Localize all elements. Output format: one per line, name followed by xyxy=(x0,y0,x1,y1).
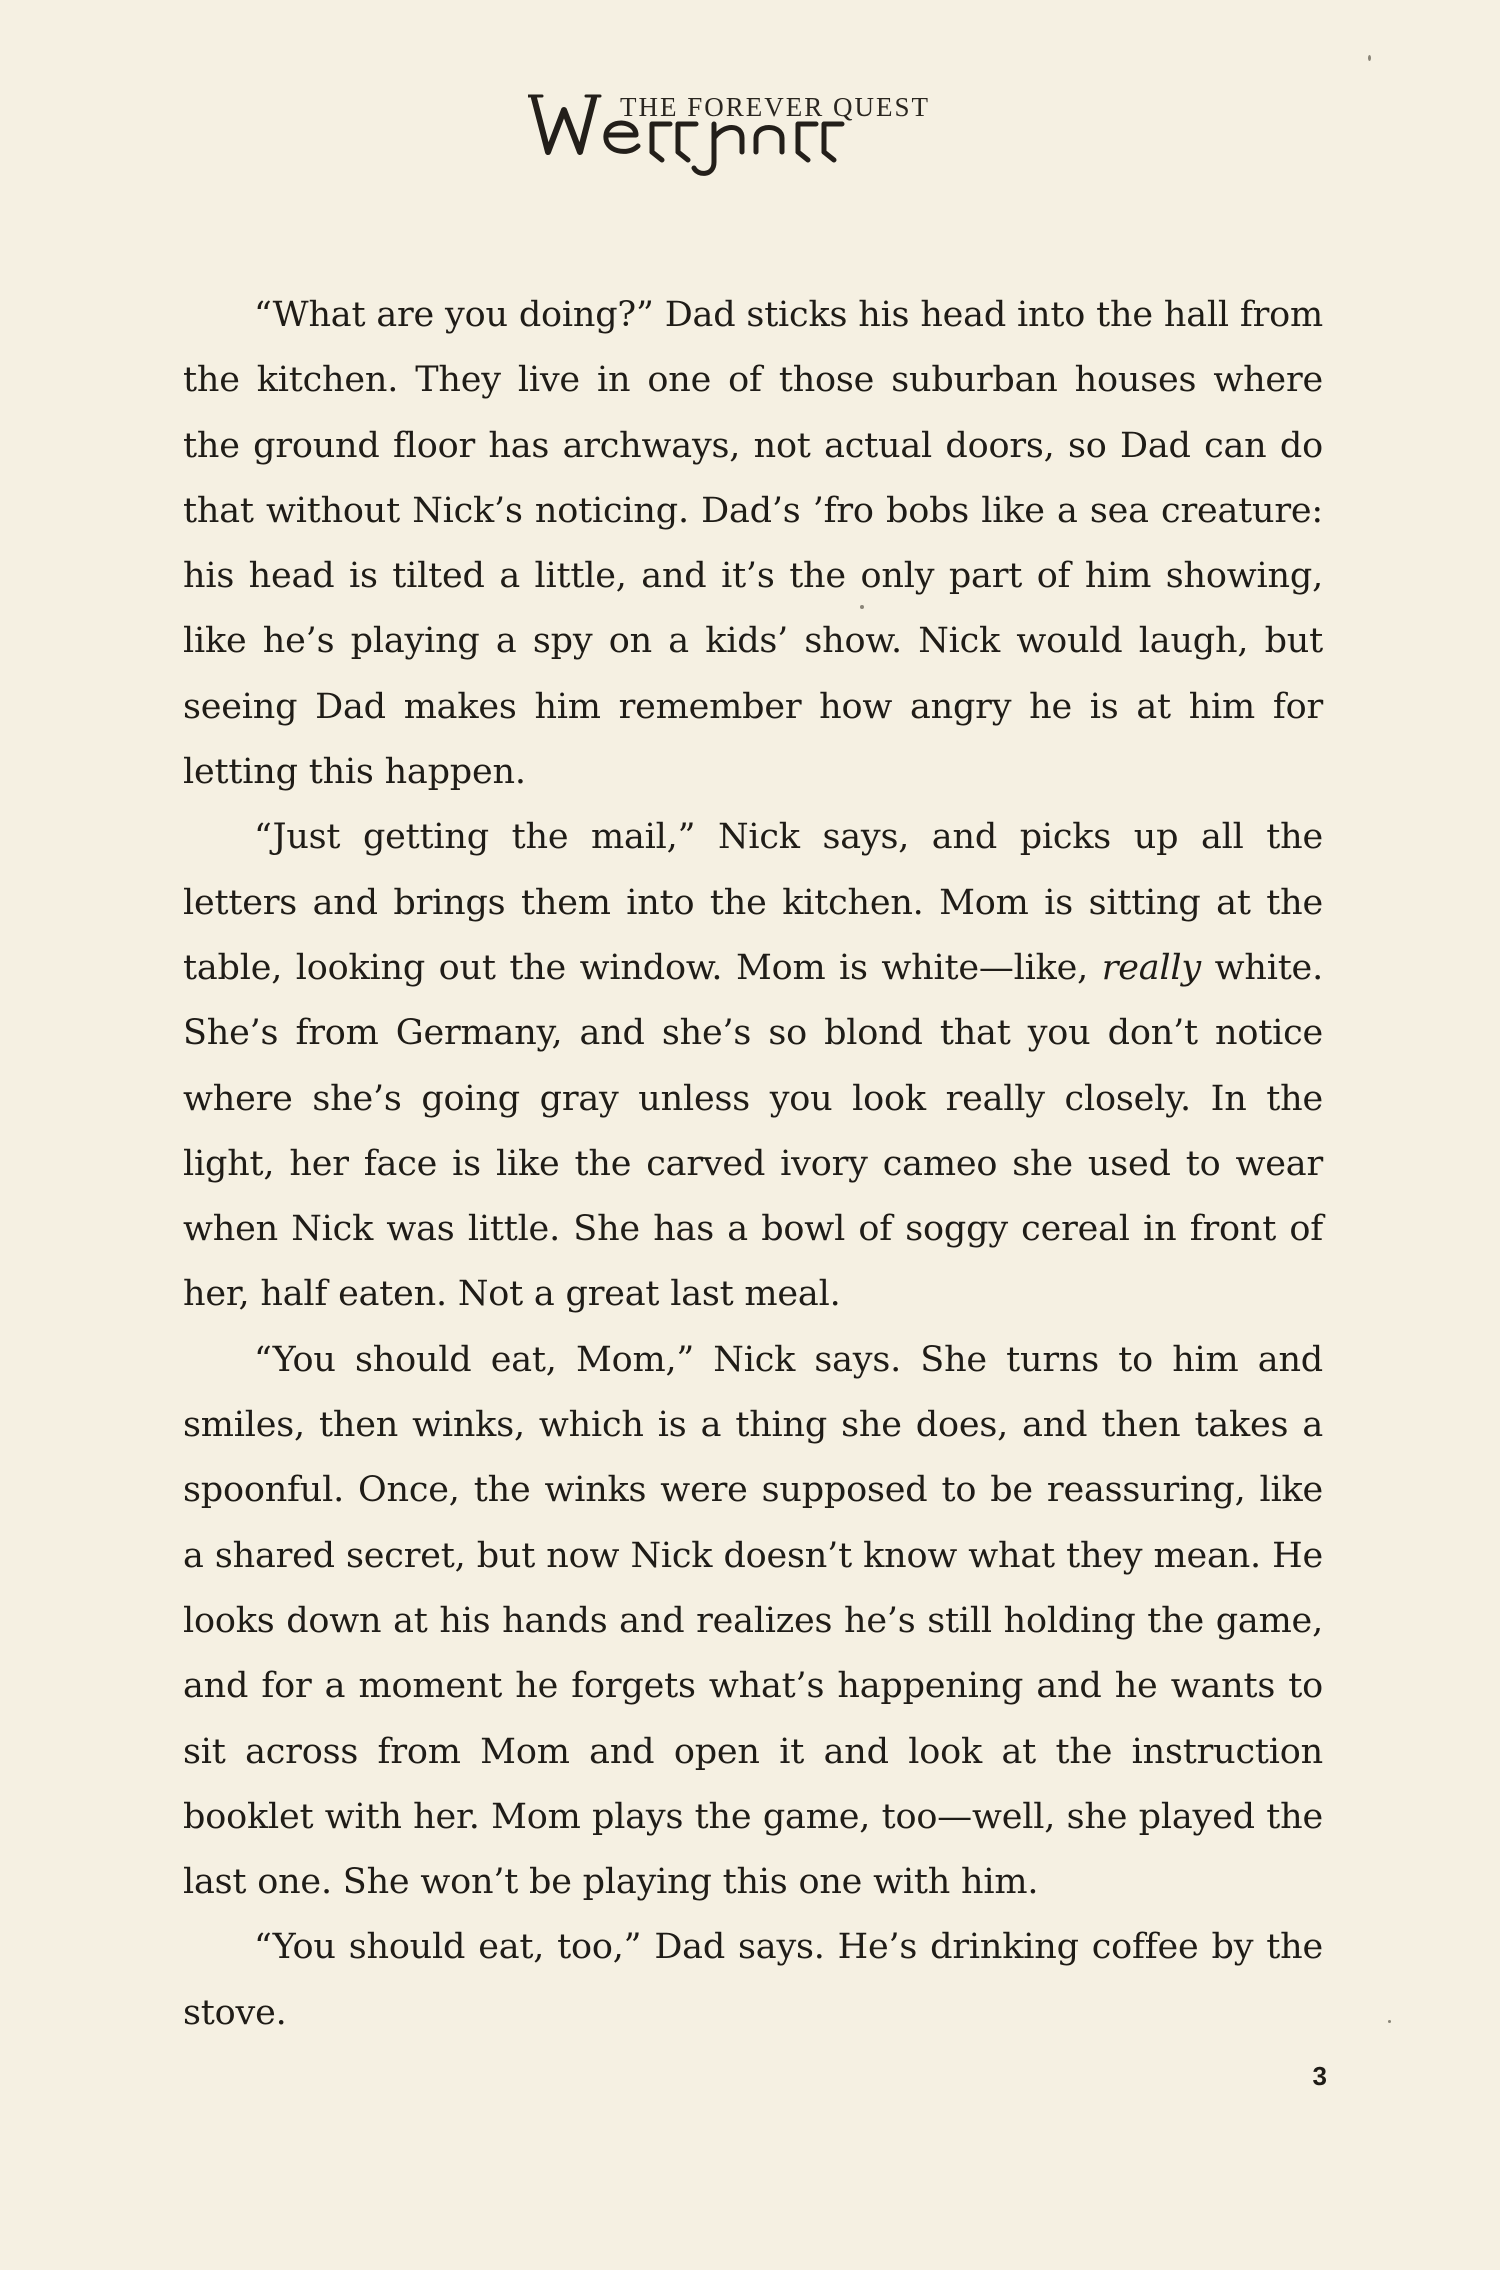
paragraph: “You should eat, Mom,” Nick says. She turns to him and smiles, then winks, which is a thing she does, and then takes a spoonful. Once, the winks were supposed to be reassuring, like a shared secret, but now Nick doesn’t know what they mean. He looks down at his hands and realizes he’s still holding the game, and for a moment he forgets what’s happening and he wants to sit across from Mom and open it and look at the instruction booklet with her. Mom plays the game, too—well, she played the last one. She won’t be playing this one with him. xyxy=(183,1339,1323,1903)
paragraph: “You should eat, too,” Dad says. He’s drinking coffee by the stove. xyxy=(183,1927,1323,2033)
paragraph-text: white. She’s from Germany, and she’s so blond that you don’t notice where she’s going gray unless you look really closely. In the light, her face is like the carved ivory cameo she used to wear when Nick was little. She has a bowl of soggy cereal in front of her, half eaten. Not a great last meal. xyxy=(183,947,1323,1315)
paragraph xyxy=(183,805,1323,1327)
paragraph: “What are you doing?” Dad sticks his head into the hall from the kitchen. They live in one of those suburban houses where the ground floor has archways, not actual doors, so Dad can do that without Nick’s noticing. Dad’s ’fro bobs like a sea creature: his head is tilted a little, and it’s the only part of him showing, like he’s playing a spy on a kids’ show. Nick would laugh, but seeing Dad makes him remember how angry he is at him for letting this happen. xyxy=(183,295,1323,793)
series-title: THE FOREVER QUEST xyxy=(620,92,930,122)
running-header xyxy=(528,80,948,190)
paragraph-text: “Just getting the mail,” Nick says, and picks up all the letters and brings them into the kitchen. Mom is sitting at the table, looking out the window. Mom is white—like, xyxy=(183,817,1323,988)
paper-speck xyxy=(1388,2020,1391,2023)
paper-speck xyxy=(1368,55,1371,61)
italic-word: really xyxy=(1101,947,1201,988)
body-text xyxy=(183,283,1323,2046)
page-number: 3 xyxy=(1312,2061,1327,2091)
paper-speck xyxy=(860,605,864,609)
